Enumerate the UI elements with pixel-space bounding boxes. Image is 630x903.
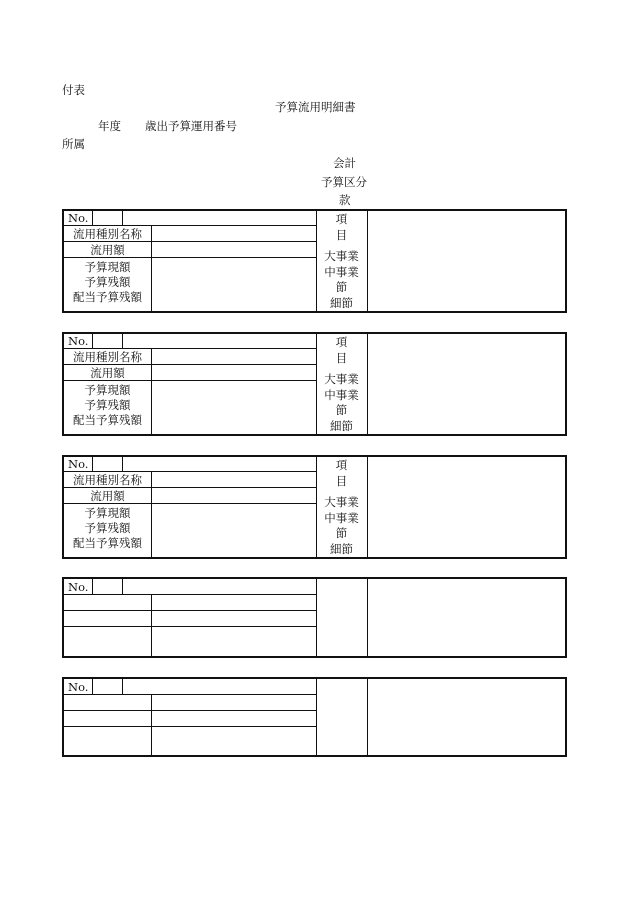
allocated-balance-label: 配当予算残額 xyxy=(73,413,142,427)
sub-clause-label: 細節 xyxy=(330,296,353,310)
transfer-amount-label: 流用額 xyxy=(90,366,125,380)
item-label: 項 xyxy=(335,458,348,472)
fiscal-year-label: 年度 xyxy=(98,119,121,133)
budget-balance-label: 予算残額 xyxy=(84,521,131,535)
sub-item-label: 目 xyxy=(335,474,348,488)
allocated-balance-label: 配当予算残額 xyxy=(73,290,142,304)
attachment-label: 付表 xyxy=(62,83,85,97)
no-label: No. xyxy=(68,334,89,348)
account-label: 会計 xyxy=(333,156,356,170)
no-label: No. xyxy=(68,211,89,225)
current-budget-label: 予算現額 xyxy=(84,260,131,274)
item-label: 項 xyxy=(335,335,348,349)
transfer-table-2 xyxy=(62,332,567,436)
budget-balance-label: 予算残額 xyxy=(84,275,131,289)
expenditure-number-label: 歳出予算運用番号 xyxy=(145,119,237,133)
budget-category-label: 予算区分 xyxy=(321,175,367,189)
no-label: No. xyxy=(68,680,89,694)
no-label: No. xyxy=(68,457,89,471)
sub-item-label: 目 xyxy=(335,228,348,242)
transfer-type-label: 流用種別名称 xyxy=(73,350,142,364)
major-project-label: 大事業 xyxy=(324,249,359,263)
transfer-table-1 xyxy=(62,209,567,313)
major-project-label: 大事業 xyxy=(324,495,359,509)
transfer-type-label: 流用種別名称 xyxy=(73,473,142,487)
sub-item-label: 目 xyxy=(335,351,348,365)
clause-label: 節 xyxy=(335,280,348,294)
current-budget-label: 予算現額 xyxy=(84,506,131,520)
sub-clause-label: 細節 xyxy=(330,419,353,433)
blank-table-2 xyxy=(62,677,567,757)
budget-balance-label: 予算残額 xyxy=(84,398,131,412)
department-label: 所属 xyxy=(62,137,85,151)
document-title: 予算流用明細書 xyxy=(275,100,356,114)
section-label: 款 xyxy=(339,193,351,207)
item-label: 項 xyxy=(335,212,348,226)
allocated-balance-label: 配当予算残額 xyxy=(73,536,142,550)
current-budget-label: 予算現額 xyxy=(84,383,131,397)
clause-label: 節 xyxy=(335,526,348,540)
mid-project-label: 中事業 xyxy=(324,265,359,279)
mid-project-label: 中事業 xyxy=(324,388,359,402)
transfer-type-label: 流用種別名称 xyxy=(73,227,142,241)
transfer-table-3 xyxy=(62,455,567,559)
no-label: No. xyxy=(68,580,89,594)
sub-clause-label: 細節 xyxy=(330,542,353,556)
transfer-amount-label: 流用額 xyxy=(90,243,125,257)
transfer-amount-label: 流用額 xyxy=(90,489,125,503)
clause-label: 節 xyxy=(335,403,348,417)
mid-project-label: 中事業 xyxy=(324,511,359,525)
blank-table-1 xyxy=(62,577,567,658)
major-project-label: 大事業 xyxy=(324,372,359,386)
